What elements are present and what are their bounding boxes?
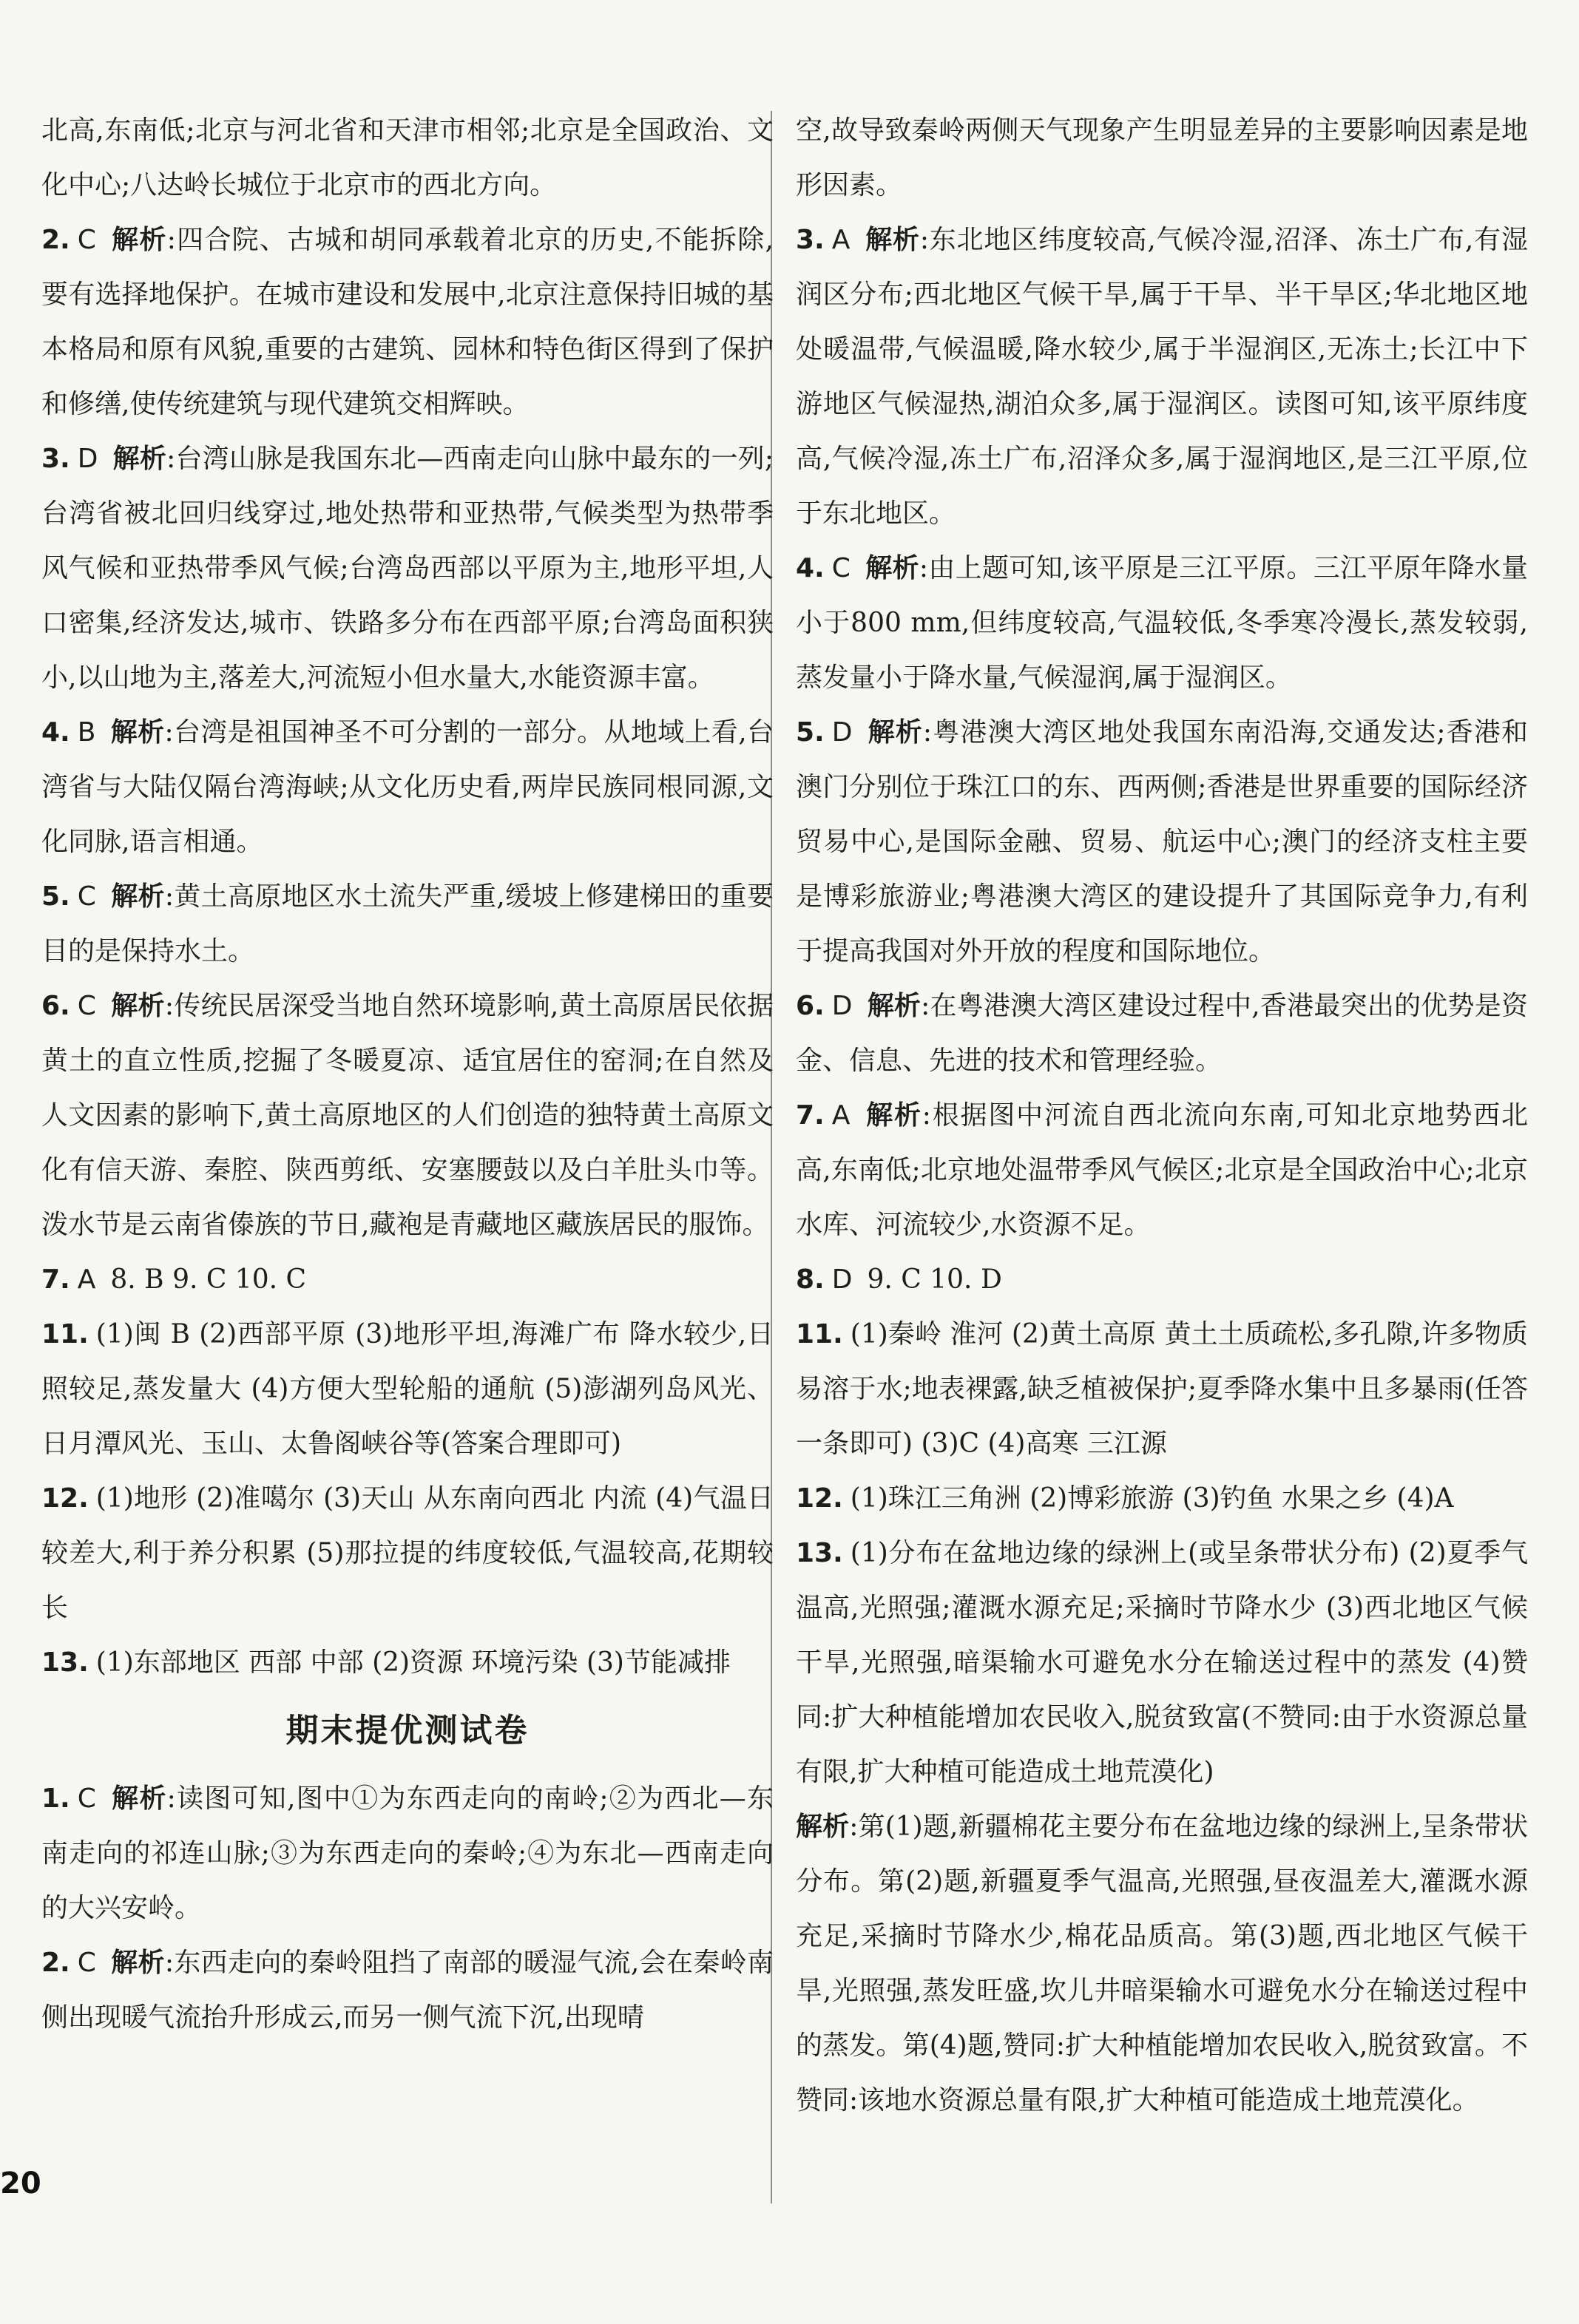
answer-item <box>796 213 1528 541</box>
answer-text: :黄土高原地区水土流失严重,缓坡上修建梯田的重要目的是保持水土。 <box>41 881 774 966</box>
answer-text: (1)珠江三角洲 (2)博彩旅游 (3)钓鱼 水果之乡 (4)A <box>850 1483 1454 1514</box>
answer-text: (1)秦岭 淮河 (2)黄土高原 黄土土质疏松,多孔隙,许多物质易溶于水;地表裸露,缺乏植被保护;夏季降水集中且多暴雨(任答一条即可) (3)C (4)高寒 三江源 <box>796 1319 1528 1459</box>
answer-text: :台湾是祖国神圣不可分割的一部分。从地域上看,台湾省与大陆仅隔台湾海峡;从文化历史看,两岸民族同根同源,文化同脉,语言相通。 <box>41 717 774 857</box>
question-number: 2. <box>41 1948 70 1978</box>
answer-item <box>41 705 774 870</box>
answer-item <box>796 1253 1528 1307</box>
answer-choice: C <box>77 991 96 1021</box>
section-title: 期末提优测试卷 <box>285 1712 530 1749</box>
analysis-label: 解析 <box>110 225 167 255</box>
answer-text: :粤港澳大湾区地处我国东南沿海,交通发达;香港和澳门分别位于珠江口的东、西两侧;香港是世界重要的国际经济贸易中心,是国际金融、贸易、航运中心;澳门的经济支柱主要是博彩旅游业;粤港澳大湾区的建设提升了其国际竞争力,有利于提高我国对外开放的程度和国际地位。 <box>796 717 1528 966</box>
answer-item <box>41 870 774 979</box>
question-number: 12. <box>41 1483 89 1514</box>
answer-item <box>41 979 774 1253</box>
answer-choice: D <box>831 1264 853 1295</box>
analysis-label: 解析 <box>796 1812 850 1842</box>
question-number: 1. <box>41 1783 70 1814</box>
question-number: 12. <box>796 1483 843 1514</box>
question-number: 6. <box>41 991 70 1021</box>
question-number: 11. <box>41 1319 89 1349</box>
question-number: 5. <box>41 881 70 912</box>
answer-choice: D <box>77 444 98 474</box>
answer-text: (1)闽 B (2)西部平原 (3)地形平坦,海滩广布 降水较少,日照较足,蒸发量大 (4)方便大型轮船的通航 (5)澎湖列岛风光、日月潭风光、玉山、太鲁阁峡谷等(答案合理即可) <box>41 1319 774 1459</box>
answer-item <box>796 1088 1528 1253</box>
answer-text: 空,故导致秦岭两侧天气现象产生明显差异的主要影响因素是地形因素。 <box>796 115 1528 200</box>
question-number: 6. <box>796 991 825 1021</box>
answer-choice: C <box>77 881 96 912</box>
answer-text: :东西走向的秦岭阻挡了南部的暖湿气流,会在秦岭南侧出现暖气流抬升形成云,而另一侧气流下沉,出现晴 <box>41 1948 774 2033</box>
answer-choice: D <box>831 717 853 748</box>
analysis-label: 解析 <box>110 991 165 1021</box>
answer-item <box>41 1307 774 1471</box>
answer-choice: D <box>831 991 853 1021</box>
question-number: 3. <box>41 444 70 474</box>
answer-item <box>796 979 1528 1088</box>
answer-text: :在粤港澳大湾区建设过程中,香港最突出的优势是资金、信息、先进的技术和管理经验。 <box>796 991 1528 1076</box>
answer-item <box>796 1307 1528 1471</box>
question-number: 4. <box>41 717 70 748</box>
answer-choice: C <box>831 553 851 583</box>
question-number: 11. <box>796 1319 843 1349</box>
analysis-label: 解析 <box>865 1100 922 1131</box>
answer-choice: A <box>831 225 851 255</box>
question-number: 2. <box>41 225 70 255</box>
question-number: 3. <box>796 225 825 255</box>
answer-item <box>796 541 1528 705</box>
answer-item <box>796 1471 1528 1526</box>
answer-item <box>796 1526 1528 1800</box>
answer-text: :四合院、古城和胡同承载着北京的历史,不能拆除,要有选择地保护。在城市建设和发展中,北京注意保持旧城的基本格局和原有风貌,重要的古建筑、园林和特色街区得到了保护和修缮,使传统建筑与现代建筑交相辉映。 <box>41 225 774 419</box>
analysis-label: 解析 <box>865 553 919 583</box>
answer-item <box>41 1636 774 1690</box>
answer-item <box>41 1936 774 2045</box>
question-number: 7. <box>796 1100 825 1131</box>
question-number: 7. <box>41 1264 70 1295</box>
answer-text: :传统民居深受当地自然环境影响,黄土高原居民依据黄土的直立性质,挖掘了冬暖夏凉、适宜居住的窑洞;在自然及人文因素的影响下,黄土高原地区的人们创造的独特黄土高原文化有信天游、秦腔、陕西剪纸、安塞腰鼓以及白羊肚头巾等。泼水节是云南省傣族的节日,藏袍是青藏地区藏族居民的服饰。 <box>41 991 774 1240</box>
analysis-label: 解析 <box>867 991 922 1021</box>
analysis-label: 解析 <box>112 444 167 474</box>
analysis-label: 解析 <box>110 1948 165 1978</box>
answer-choice: C <box>77 1948 96 1978</box>
question-number: 13. <box>796 1538 843 1568</box>
answer-text: (1)地形 (2)准噶尔 (3)天山 从东南向西北 内流 (4)气温日较差大,利于养分积累 (5)那拉提的纬度较低,气温较高,花期较长 <box>41 1483 774 1623</box>
answer-item <box>796 1800 1528 2128</box>
answer-item <box>41 1471 774 1636</box>
answer-text: 北高,东南低;北京与河北省和天津市相邻;北京是全国政治、文化中心;八达岭长城位于北京市的西北方向。 <box>41 115 774 200</box>
answer-text: (1)分布在盆地边缘的绿洲上(或呈条带状分布) (2)夏季气温高,光照强;灌溉水源充足;采摘时节降水少 (3)西北地区气候干旱,光照强,暗渠输水可避免水分在输送过程中的蒸发 (4)赞同:扩大种植能增加农民收入,脱贫致富(不赞同:由于水资源总量有限,扩大种植可能造成土地荒漠化) <box>796 1538 1528 1787</box>
answer-text: (1)东部地区 西部 中部 (2)资源 环境污染 (3)节能减排 <box>95 1647 731 1678</box>
analysis-label: 解析 <box>110 881 165 912</box>
answer-text: :东北地区纬度较高,气候冷湿,沼泽、冻土广布,有湿润区分布;西北地区气候干旱,属于干旱、半干旱区;华北地区地处暖温带,气候温暖,降水较少,属于半湿润区,无冻土;长江中下游地区气候湿热,湖泊众多,属于湿润区。读图可知,该平原纬度高,气候冷湿,冻土广布,沼泽众多,属于湿润地区,是三江平原,位于东北地区。 <box>796 225 1528 529</box>
question-number: 8. <box>796 1264 825 1295</box>
analysis-label: 解析 <box>867 717 923 748</box>
analysis-label: 解析 <box>865 225 920 255</box>
answer-item <box>796 705 1528 979</box>
left-column <box>41 104 774 2045</box>
answer-text: 9. C 10. D <box>867 1264 1002 1295</box>
answer-choice: C <box>77 1783 96 1814</box>
answer-choice: A <box>831 1100 851 1131</box>
page-number: 20 <box>0 2167 41 2201</box>
answer-choice: B <box>77 717 96 748</box>
answer-choice: A <box>77 1264 96 1295</box>
analysis-label: 解析 <box>110 717 165 748</box>
answer-item <box>41 432 774 705</box>
question-number: 4. <box>796 553 825 583</box>
answer-item <box>796 104 1528 213</box>
answer-text: :第(1)题,新疆棉花主要分布在盆地边缘的绿洲上,呈条带状分布。第(2)题,新疆夏季气温高,光照强,昼夜温差大,灌溉水源充足,采摘时节降水少,棉花品质高。第(3)题,西北地区气候干旱,光照强,蒸发旺盛,坎儿井暗渠输水可避免水分在输送过程中的蒸发。第(4)题,赞同:扩大种植能增加农民收入,脱贫致富。不赞同:该地水资源总量有限,扩大种植可能造成土地荒漠化。 <box>796 1812 1528 2115</box>
analysis-label: 解析 <box>110 1783 167 1814</box>
answer-item <box>41 213 774 432</box>
answer-item <box>41 104 774 213</box>
answer-text: :读图可知,图中①为东西走向的南岭;②为西北—东南走向的祁连山脉;③为东西走向的秦岭;④为东北—西南走向的大兴安岭。 <box>41 1783 774 1923</box>
answer-text: :台湾山脉是我国东北—西南走向山脉中最东的一列;台湾省被北回归线穿过,地处热带和亚热带,气候类型为热带季风气候和亚热带季风气候;台湾岛西部以平原为主,地形平坦,人口密集,经济发达,城市、铁路多分布在西部平原;台湾岛面积狭小,以山地为主,落差大,河流短小但水量大,水能资源丰富。 <box>41 444 774 693</box>
answer-item <box>41 1253 774 1307</box>
question-number: 13. <box>41 1647 89 1678</box>
answer-text: :由上题可知,该平原是三江平原。三江平原年降水量小于800 mm,但纬度较高,气温较低,冬季寒冷漫长,蒸发较弱,蒸发量小于降水量,气候湿润,属于湿润区。 <box>796 553 1528 693</box>
answer-text: 8. B 9. C 10. C <box>110 1264 307 1295</box>
question-number: 5. <box>796 717 825 748</box>
answer-text: :根据图中河流自西北流向东南,可知北京地势西北高,东南低;北京地处温带季风气候区;北京是全国政治中心;北京水库、河流较少,水资源不足。 <box>796 1100 1528 1240</box>
answer-item <box>41 1772 774 1936</box>
answer-choice: C <box>77 225 96 255</box>
right-column <box>796 104 1528 2128</box>
